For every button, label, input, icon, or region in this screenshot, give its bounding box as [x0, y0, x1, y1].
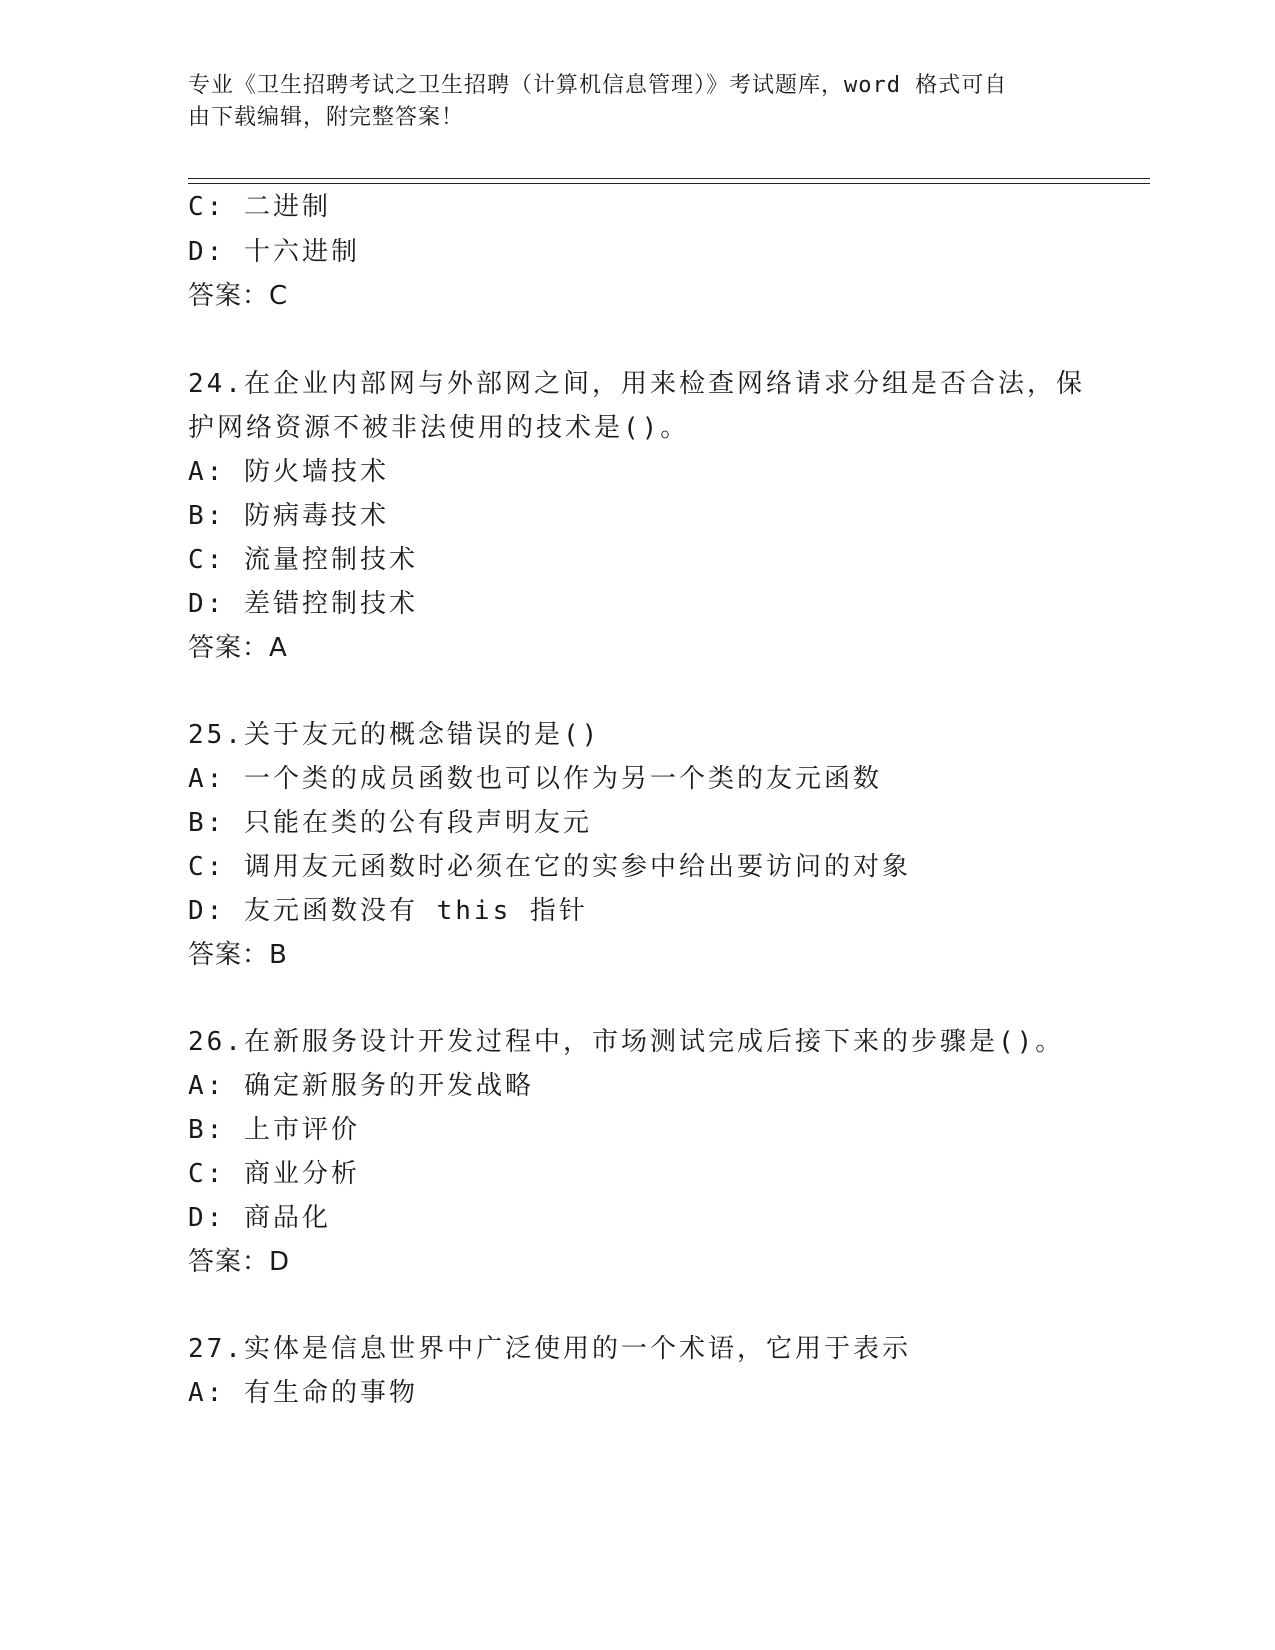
q25-option-d: D: 友元函数没有 this 指针	[188, 896, 588, 926]
prev-answer: 答案：C	[188, 281, 289, 311]
q25-answer: 答案：B	[188, 940, 288, 970]
prev-option-d: D: 十六进制	[188, 237, 360, 267]
q26-option-d: D: 商品化	[188, 1203, 331, 1233]
prev-option-c: C: 二进制	[188, 192, 331, 222]
q26-option-c: C: 商业分析	[188, 1159, 360, 1189]
header-divider-bottom	[188, 183, 1150, 184]
q24-option-c: C: 流量控制技术	[188, 545, 418, 575]
header-line-2: 由下载编辑，附完整答案！	[188, 105, 465, 130]
q25-option-c: C: 调用友元函数时必须在它的实参中给出要访问的对象	[188, 852, 911, 882]
q24-stem-line-1: 24.在企业内部网与外部网之间，用来检查网络请求分组是否合法，保	[188, 369, 1085, 399]
q25-option-a: A: 一个类的成员函数也可以作为另一个类的友元函数	[188, 764, 882, 794]
q26-option-b: B: 上市评价	[188, 1115, 360, 1145]
q27-option-a: A: 有生命的事物	[188, 1378, 418, 1408]
document-header	[188, 70, 1088, 134]
q24-stem-line-2: 护网络资源不被非法使用的技术是()。	[188, 413, 690, 443]
q24-answer: 答案：A	[188, 633, 288, 663]
header-divider-top	[188, 178, 1150, 179]
q24-option-b: B: 防病毒技术	[188, 501, 389, 531]
q25-stem: 25.关于友元的概念错误的是()	[188, 720, 601, 750]
q26-answer: 答案：D	[188, 1247, 291, 1277]
q24-option-a: A: 防火墙技术	[188, 457, 389, 487]
q26-option-a: A: 确定新服务的开发战略	[188, 1071, 534, 1101]
q24-option-d: D: 差错控制技术	[188, 589, 418, 619]
q25-option-b: B: 只能在类的公有段声明友元	[188, 808, 592, 838]
header-line-1: 专业《卫生招聘考试之卫生招聘（计算机信息管理）》考试题库，word 格式可自	[188, 73, 1008, 98]
q26-stem: 26.在新服务设计开发过程中，市场测试完成后接下来的步骤是()。	[188, 1027, 1065, 1057]
q27-stem: 27.实体是信息世界中广泛使用的一个术语，它用于表示	[188, 1334, 911, 1364]
